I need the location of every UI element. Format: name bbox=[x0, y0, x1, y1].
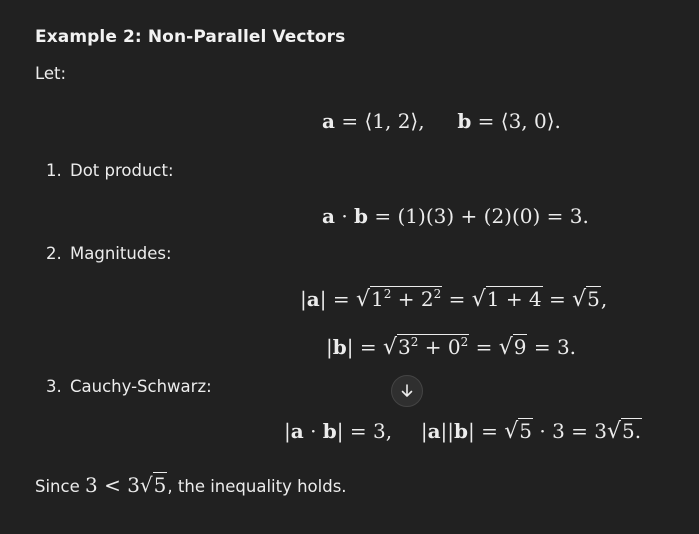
mag-a-symbol: a bbox=[306, 287, 320, 311]
sqrt-b-sum: $√3^2 + 0^2$ bbox=[382, 335, 469, 360]
mag-b-term2: 0 bbox=[447, 335, 461, 359]
cs-right-coef: · 3 = 3 bbox=[539, 419, 607, 443]
dot-a-symbol: a bbox=[322, 204, 335, 228]
vector-definitions: a = ⟨1, 2⟩, b = ⟨3, 0⟩. bbox=[322, 109, 561, 133]
cs-left-value: = 3, bbox=[349, 419, 393, 443]
sqrt-a-mid: √1 + 4 bbox=[471, 287, 542, 312]
mag-b-exp2: 2 bbox=[460, 335, 469, 349]
conclusion-text bbox=[35, 472, 347, 497]
intro-text: Let: bbox=[35, 64, 67, 83]
mag-b-exp1: 2 bbox=[410, 335, 419, 349]
mag-a-exp1: 2 bbox=[383, 287, 392, 301]
arrow-down-icon bbox=[399, 383, 415, 399]
dot-b-symbol: b bbox=[354, 204, 369, 228]
conclusion-suffix: , the inequality holds. bbox=[167, 477, 347, 496]
step-magnitudes bbox=[46, 244, 172, 263]
example-heading: Example 2: Non-Parallel Vectors bbox=[35, 27, 346, 47]
step-number: 2. bbox=[46, 244, 62, 263]
mag-b-result: = 3. bbox=[533, 335, 577, 359]
step-label: Magnitudes: bbox=[70, 244, 172, 263]
vector-b-symbol: b bbox=[457, 109, 472, 133]
mag-a-term1: 1 bbox=[370, 287, 384, 311]
step-dot-product bbox=[46, 161, 174, 180]
sqrt-b-mid: √9 bbox=[498, 335, 527, 360]
magnitude-a-equation: $|a| = √1^2 + 2^2 = √1 + 4 = √5$, bbox=[300, 287, 608, 312]
cs-b-norm-symbol: b bbox=[454, 419, 468, 443]
sqrt-a-sum: $√1^2 + 2^2$ bbox=[355, 287, 442, 312]
dot-product-equation: a · b = (1)(3) + (2)(0) = 3. bbox=[322, 204, 589, 228]
cs-a-symbol: a bbox=[290, 419, 304, 443]
mag-b-term1: 3 bbox=[398, 335, 411, 359]
mag-b-symbol: b bbox=[332, 335, 347, 359]
cs-a-norm-symbol: a bbox=[427, 419, 441, 443]
vector-a-value: ⟨1, 2⟩, bbox=[364, 109, 425, 133]
sqrt-a-result: √5 bbox=[572, 287, 600, 312]
magnitude-b-equation: $|b| = √3^2 + 0^2 = √9 = 3$. bbox=[326, 335, 577, 360]
step-label: Dot product: bbox=[70, 161, 174, 180]
scroll-to-bottom-button[interactable] bbox=[391, 375, 423, 407]
sqrt-cs-end: √5. bbox=[607, 419, 642, 444]
cauchy-schwarz-equation: |a · b| = 3, |a||b| = √5 · 3 = 3√5. bbox=[284, 419, 642, 444]
step-cauchy-schwarz bbox=[46, 377, 212, 396]
step-number: 1. bbox=[46, 161, 62, 180]
conclusion-prefix: Since bbox=[35, 477, 80, 496]
cs-b-symbol: b bbox=[322, 419, 337, 443]
dot-product-rhs: = (1)(3) + (2)(0) = 3. bbox=[374, 204, 589, 228]
mag-a-term2: 2 bbox=[420, 287, 434, 311]
step-number: 3. bbox=[46, 377, 62, 396]
conclusion-inequality: 3 < 3√5 bbox=[85, 473, 167, 497]
step-label: Cauchy-Schwarz: bbox=[70, 377, 212, 396]
mag-a-exp2: 2 bbox=[433, 287, 442, 301]
vector-a-symbol: a bbox=[322, 109, 335, 133]
vector-b-value: ⟨3, 0⟩. bbox=[500, 109, 561, 133]
sqrt-cs-mid: √5 bbox=[504, 419, 532, 444]
